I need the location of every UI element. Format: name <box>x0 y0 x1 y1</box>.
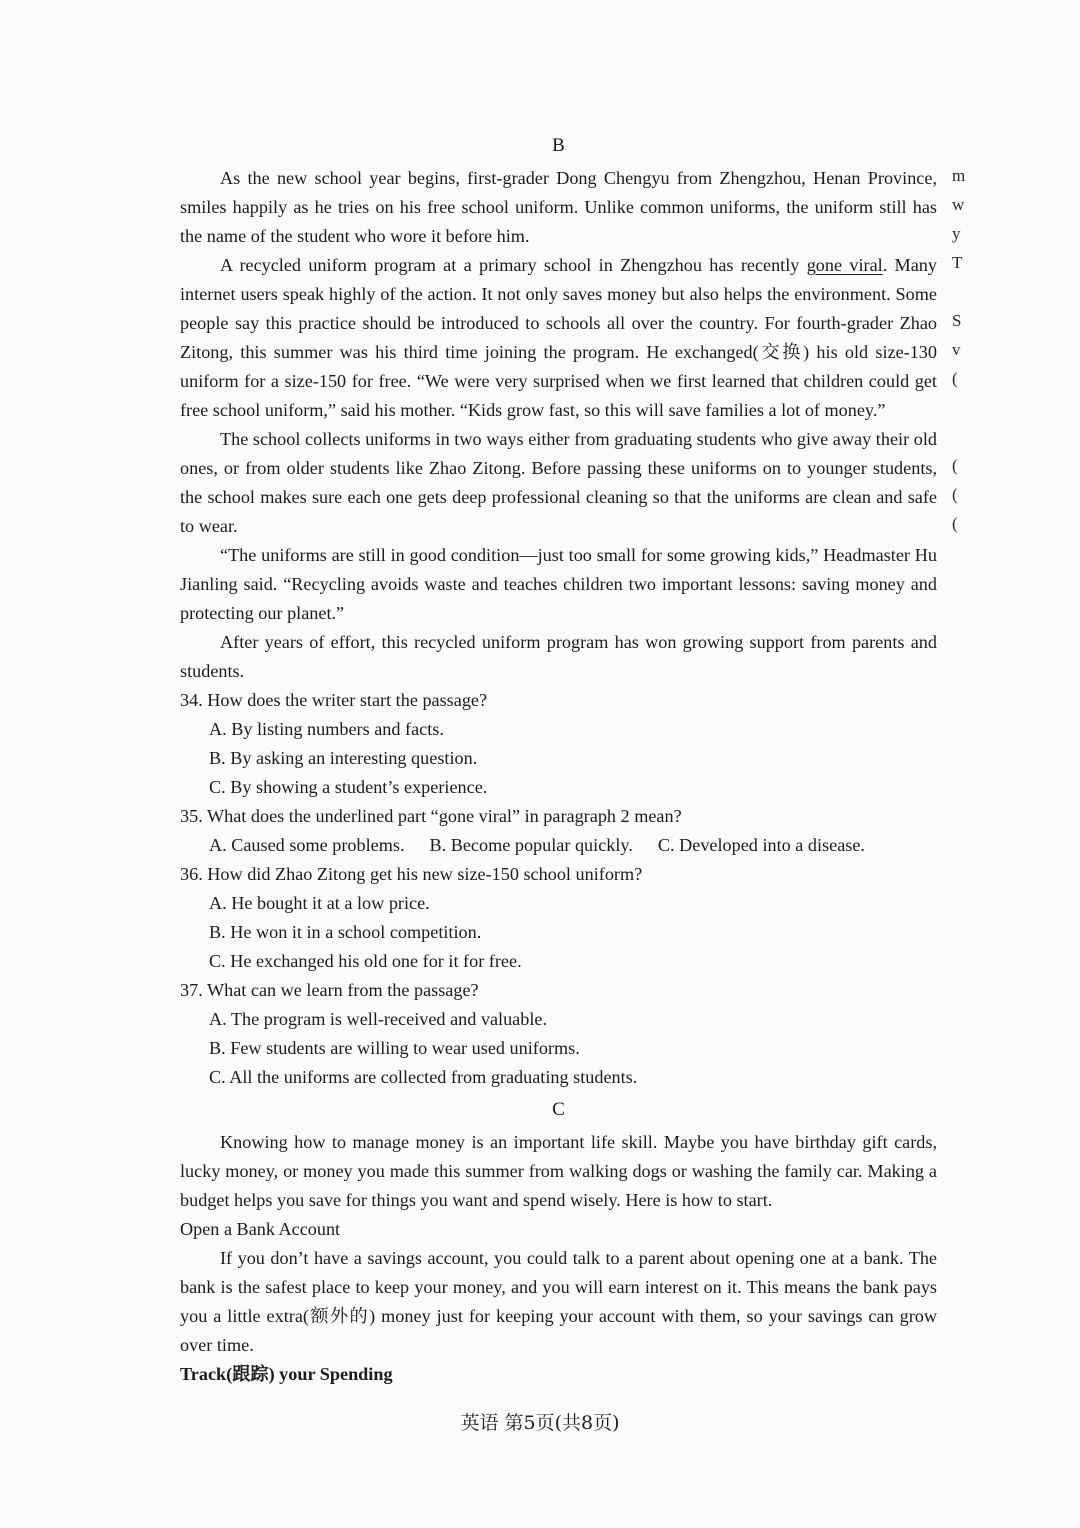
question-stem: 35. What does the underlined part “gone viral” in paragraph 2 mean? <box>180 806 682 826</box>
options-row <box>209 831 937 860</box>
paragraph-2-text-after: . Many internet users speak highly of the action. It not only saves money but also helps the environment. Some people say this practice should be introduced to schools all over the country. For fourth-grader Zhao Zitong, this summer was his third time joining the program. He exchanged(交换) his old size-130 uniform for a size-150 for free. “We were very surprised when we first learned that children could get free school uniform,” said his mother. “Kids grow fast, so this will save families a lot of money.” <box>180 255 937 420</box>
option-a: A. The program is well-received and valuable. <box>209 1009 548 1029</box>
edge-glyph: ( <box>952 456 958 475</box>
section-c-label: C <box>552 1099 565 1120</box>
option-a: A. Caused some problems. <box>209 835 405 855</box>
page-content <box>180 128 937 1389</box>
section-b-label: B <box>552 135 565 156</box>
option-c: C. Developed into a disease. <box>657 835 865 855</box>
edge-glyph: y <box>952 224 961 243</box>
question-34 <box>180 686 937 802</box>
question-37 <box>180 976 937 1092</box>
option-b: B. He won it in a school competition. <box>209 922 482 942</box>
edge-glyph: S <box>952 311 962 330</box>
edge-glyph: w <box>952 195 965 214</box>
paragraph-2-text-before: A recycled uniform program at a primary school in Zhengzhou has recently <box>220 255 807 275</box>
passage-b-paragraph-4: “The uniforms are still in good condition—just too small for some growing kids,” Headmaster Hu Jianling said. “Recycling avoids waste and teaches children two important lessons: saving money and protecting our planet.” <box>180 545 937 623</box>
question-stem: 34. How does the writer start the passage? <box>180 690 488 710</box>
passage-c-paragraph-2: If you don’t have a savings account, you could talk to a parent about opening one at a bank. The bank is the safest place to keep your money, and you will earn interest on it. This means the bank pays you a little extra(额外的) money just for keeping your account with them, so your savings can grow over time. <box>180 1248 937 1355</box>
underlined-phrase: gone viral <box>806 255 883 275</box>
edge-glyph: m <box>952 166 966 185</box>
passage-b-paragraph-1: As the new school year begins, first-grader Dong Chengyu from Zhengzhou, Henan Province, smiles happily as he tries on his free school uniform. Unlike common uniforms, the uniform still has the name of the student who wore it before him. <box>180 168 937 246</box>
edge-glyph: ( <box>952 369 958 388</box>
passage-c-paragraph-1: Knowing how to manage money is an important life skill. Maybe you have birthday gift cards, lucky money, or money you made this summer from walking dogs or washing the family car. Making a budget helps you save for things you want and spend wisely. Here is how to start. <box>180 1132 937 1210</box>
option-c: C. By showing a student’s experience. <box>209 777 488 797</box>
edge-glyph: v <box>952 340 961 359</box>
edge-glyph: T <box>952 253 963 272</box>
option-a: A. By listing numbers and facts. <box>209 719 444 739</box>
edge-glyph: ( <box>952 514 958 533</box>
option-b: B. Few students are willing to wear used uniforms. <box>209 1038 580 1058</box>
question-36 <box>180 860 937 976</box>
question-stem: 36. How did Zhao Zitong get his new size-150 school uniform? <box>180 864 643 884</box>
passage-b-paragraph-3: The school collects uniforms in two ways either from graduating students who give away their old ones, or from older students like Zhao Zitong. Before passing these uniforms on to younger students, the school makes sure each one gets deep professional cleaning so that the uniforms are clean and safe to wear. <box>180 429 937 536</box>
passage-b-paragraph-5: After years of effort, this recycled uniform program has won growing support from parents and students. <box>180 632 937 681</box>
question-stem: 37. What can we learn from the passage? <box>180 980 479 1000</box>
option-a: A. He bought it at a low price. <box>209 893 430 913</box>
subheading-track-spending: Track(跟踪) your Spending <box>180 1364 393 1384</box>
option-b: B. By asking an interesting question. <box>209 748 478 768</box>
subheading-bank-account: Open a Bank Account <box>180 1219 341 1239</box>
option-c: C. All the uniforms are collected from graduating students. <box>209 1067 638 1087</box>
page-footer: 英语 第5页(共8页) <box>460 1412 620 1434</box>
option-c: C. He exchanged his old one for it for free. <box>209 951 522 971</box>
edge-glyph: ( <box>952 485 958 504</box>
question-35 <box>180 802 937 860</box>
passage-b-paragraph-2 <box>180 251 937 425</box>
option-b: B. Become popular quickly. <box>429 835 633 855</box>
